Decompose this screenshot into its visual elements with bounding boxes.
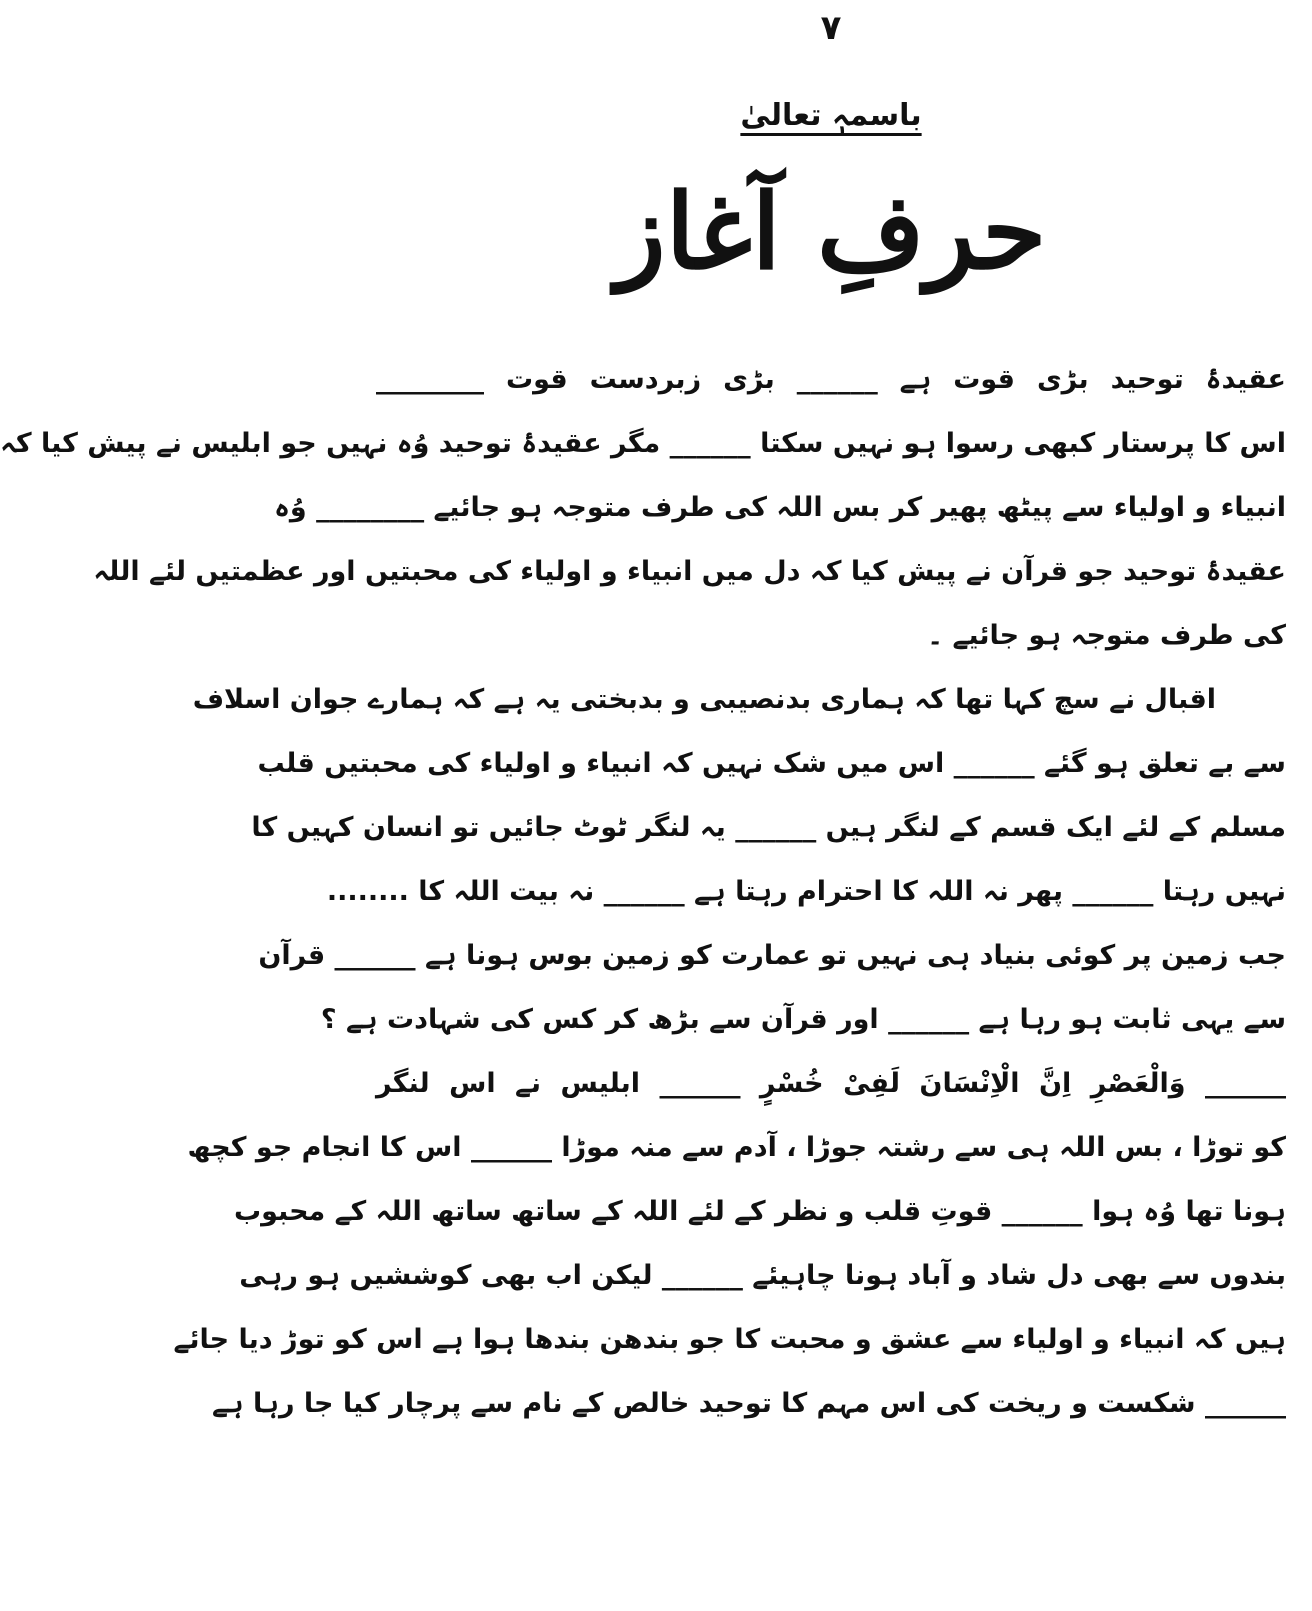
invocation-text: باسمہٖ تعالیٰ xyxy=(740,98,922,133)
text-line-3: انبیاء و اولیاء سے پیٹھ پھیر کر بس اللہ کی طرف متوجہ ہو جائیے ________ وُہ xyxy=(274,492,1286,523)
text-line-5: کی طرف متوجہ ہو جائیے ۔ xyxy=(927,620,1286,651)
page-number: ۷ xyxy=(820,8,842,48)
text-line-8: مسلم کے لئے ایک قسم کے لنگر ہیں ______ یہ لنگر ٹوٹ جائیں تو انسان کہیں کا xyxy=(251,812,1286,843)
text-line-10: جب زمین پر کوئی بنیاد ہی نہیں تو عمارت کو زمین بوس ہونا ہے ______ قرآن xyxy=(258,940,1286,971)
text-line-6: اقبال نے سچ کہا تھا کہ ہماری بدنصیبی و بدبختی یہ ہے کہ ہمارے جوان اسلاف xyxy=(192,684,1216,715)
text-line-9: نہیں رہتا ______ پھر نہ اللہ کا احترام رہتا ہے ______ نہ بیت اللہ کا ........ xyxy=(326,876,1286,907)
text-line-17: ______ شکست و ریخت کی اس مہم کا توحید خالص کے نام سے پرچار کیا جا رہا ہے xyxy=(211,1388,1286,1419)
invocation-heading xyxy=(376,94,1286,156)
text-line-7: سے بے تعلق ہو گئے ______ اس میں شک نہیں کہ انبیاء و اولیاء کی محبتیں قلب xyxy=(257,748,1286,779)
text-line-15: بندوں سے بھی دل شاد و آباد ہونا چاہیئے ______ لیکن اب بھی کوششیں ہو رہی xyxy=(239,1260,1286,1291)
text-line-2: اس کا پرستار کبھی رسوا ہو نہیں سکتا ______ مگر عقیدۂ توحید وُہ نہیں جو ابلیس نے پیش کیا کہ xyxy=(0,428,1286,459)
text-line-1: عقیدۂ توحید بڑی قوت ہے ______ بڑی زبردست قوت ________ xyxy=(376,364,1286,395)
body-text xyxy=(0,348,1286,1436)
text-line-12: ______ وَالْعَصْرِ اِنَّ الْاِنْسَانَ لَفِیْ خُسْرٍ ______ ابلیس نے اس لنگر xyxy=(376,1068,1286,1099)
text-line-16: ہیں کہ انبیاء و اولیاء سے عشق و محبت کا جو بندھن بندھا ہوا ہے اس کو توڑ دیا جائے xyxy=(173,1324,1286,1355)
page-title: حرفِ آغاز xyxy=(615,170,1047,293)
text-line-11: سے یہی ثابت ہو رہا ہے ______ اور قرآن سے بڑھ کر کس کی شہادت ہے ؟ xyxy=(320,1004,1286,1035)
text-line-4: عقیدۂ توحید جو قرآن نے پیش کیا کہ دل میں انبیاء و اولیاء کی محبتیں اور عظمتیں لئے اللہ xyxy=(93,556,1286,587)
text-line-14: ہونا تھا وُہ ہوا ______ قوتِ قلب و نظر کے لئے اللہ کے ساتھ ساتھ اللہ کے محبوب xyxy=(233,1196,1286,1227)
text-line-13: کو توڑا ، بس اللہ ہی سے رشتہ جوڑا ، آدم سے منہ موڑا ______ اس کا انجام جو کچھ xyxy=(187,1132,1286,1163)
